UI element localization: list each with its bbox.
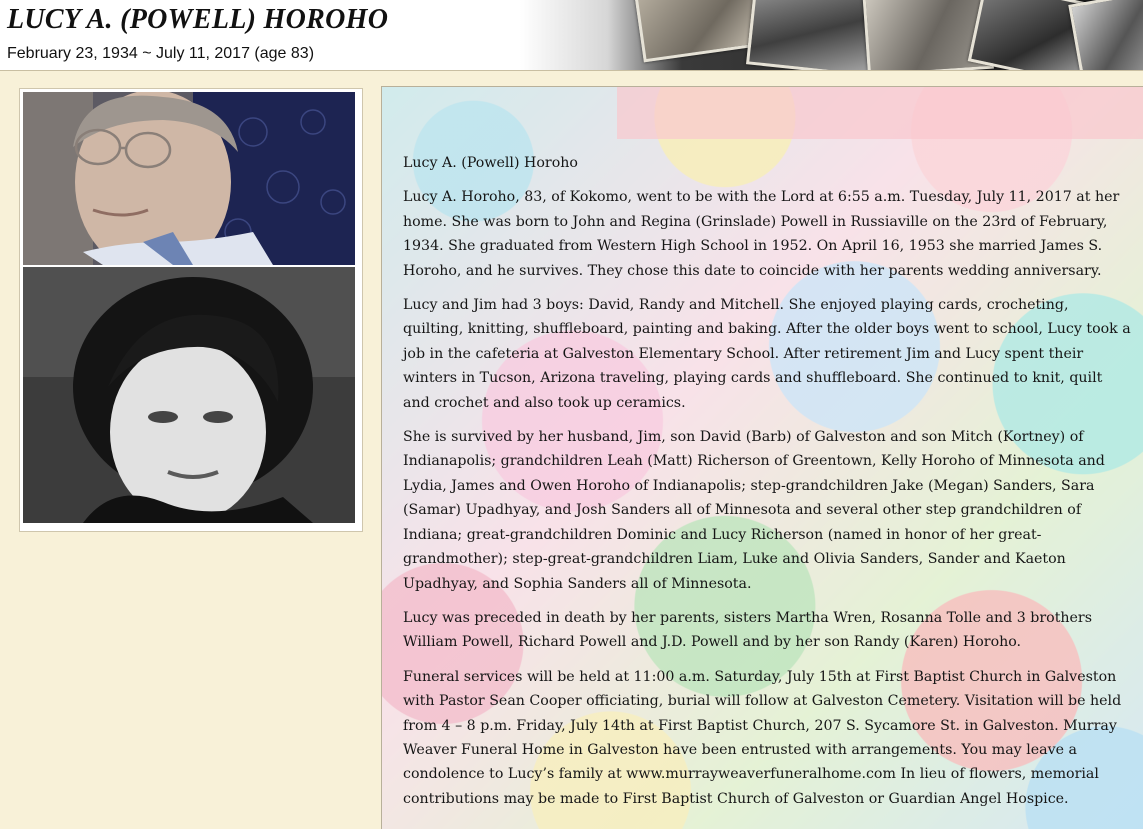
obituary-panel [381, 86, 1143, 829]
life-dates: February 23, 1934 ~ July 11, 2017 (age 83) [7, 45, 315, 62]
header-photo-collage [520, 0, 1143, 70]
page-header [0, 0, 1143, 71]
decorative-strip [617, 87, 1143, 139]
obituary-paragraph: Funeral services will be held at 11:00 a.m. Saturday, July 15th at First Baptist Church in Galveston with Pastor Sean Cooper officiating, burial will follow at Galveston Cemetery. Visitation will be held from 4 – 8 p.m. Friday, July 14th at First Baptist Church, 207 S. Sycamore St. in Galveston. Murray Weaver Funeral Home in Galveston have been entrusted with arrangements. You may leave a condolence to Lucy’s family at www.murrayweaverfuneralhome.com In lieu of flowers, memorial contributions may be made to First Baptist Church of Galveston or Guardian Angel Hospice. [403, 668, 1122, 807]
obituary-paragraph: She is survived by her husband, Jim, son David (Barb) of Galveston and son Mitch (Kortney) of Indianapolis; grandchildren Leah (Matt) Richerson of Greentown, Kelly Horoho of Minnesota and Lydia, James and Owen Horoho of Indianapolis; step-grandchildren Jake (Megan) Sanders, Sara (Samar) Upadhyay, and Josh Sanders all of Minnesota and several other step grandchildren of Indiana; great-grandchildren Dominic and Lucy Richerson (named in honor of her great-grandmother); step-great-grandchildren Liam, Luke and Olivia Sanders, Sander and Kaeton Upadhyay, and Sophia Sanders all of Minnesota. [403, 429, 1105, 592]
obituary-text [403, 151, 1133, 821]
portrait-frame [19, 88, 363, 532]
portrait-recent-art [23, 92, 355, 265]
collage-photo [1068, 0, 1143, 70]
portrait-vintage-art [23, 267, 355, 523]
portrait-photo-recent [23, 92, 355, 265]
portrait-photo-vintage [23, 267, 355, 523]
obituary-paragraph: Lucy A. Horoho, 83, of Kokomo, went to be with the Lord at 6:55 a.m. Tuesday, July 11, 2017 at her home. She was born to John and Regina (Grinslade) Powell in Russiaville on the 23rd of February, 1934. She graduated from Western High School in 1952. On April 16, 1953 she married James S. Horoho, and he survives. They chose this date to coincide with her parents wedding anniversary. [403, 189, 1120, 279]
obituary-paragraph: Lucy and Jim had 3 boys: David, Randy and Mitchell. She enjoyed playing cards, crocheting, quilting, knitting, shuffleboard, painting and baking. After the older boys went to school, Lucy took a job in the cafeteria at Galveston Elementary School. After retirement Jim and Lucy spent their winters in Tucson, Arizona traveling, playing cards and shuffleboard. She continued to knit, quilt and crochet and also took up ceramics. [403, 297, 1131, 411]
obituary-paragraph: Lucy was preceded in death by her parents, sisters Martha Wren, Rosanna Tolle and 3 brothers William Powell, Richard Powell and J.D. Powell and by her son Randy (Karen) Horoho. [403, 609, 1092, 651]
page-title: LUCY A. (POWELL) HOROHO [7, 4, 389, 35]
obituary-heading: Lucy A. (Powell) Horoho [403, 155, 578, 171]
